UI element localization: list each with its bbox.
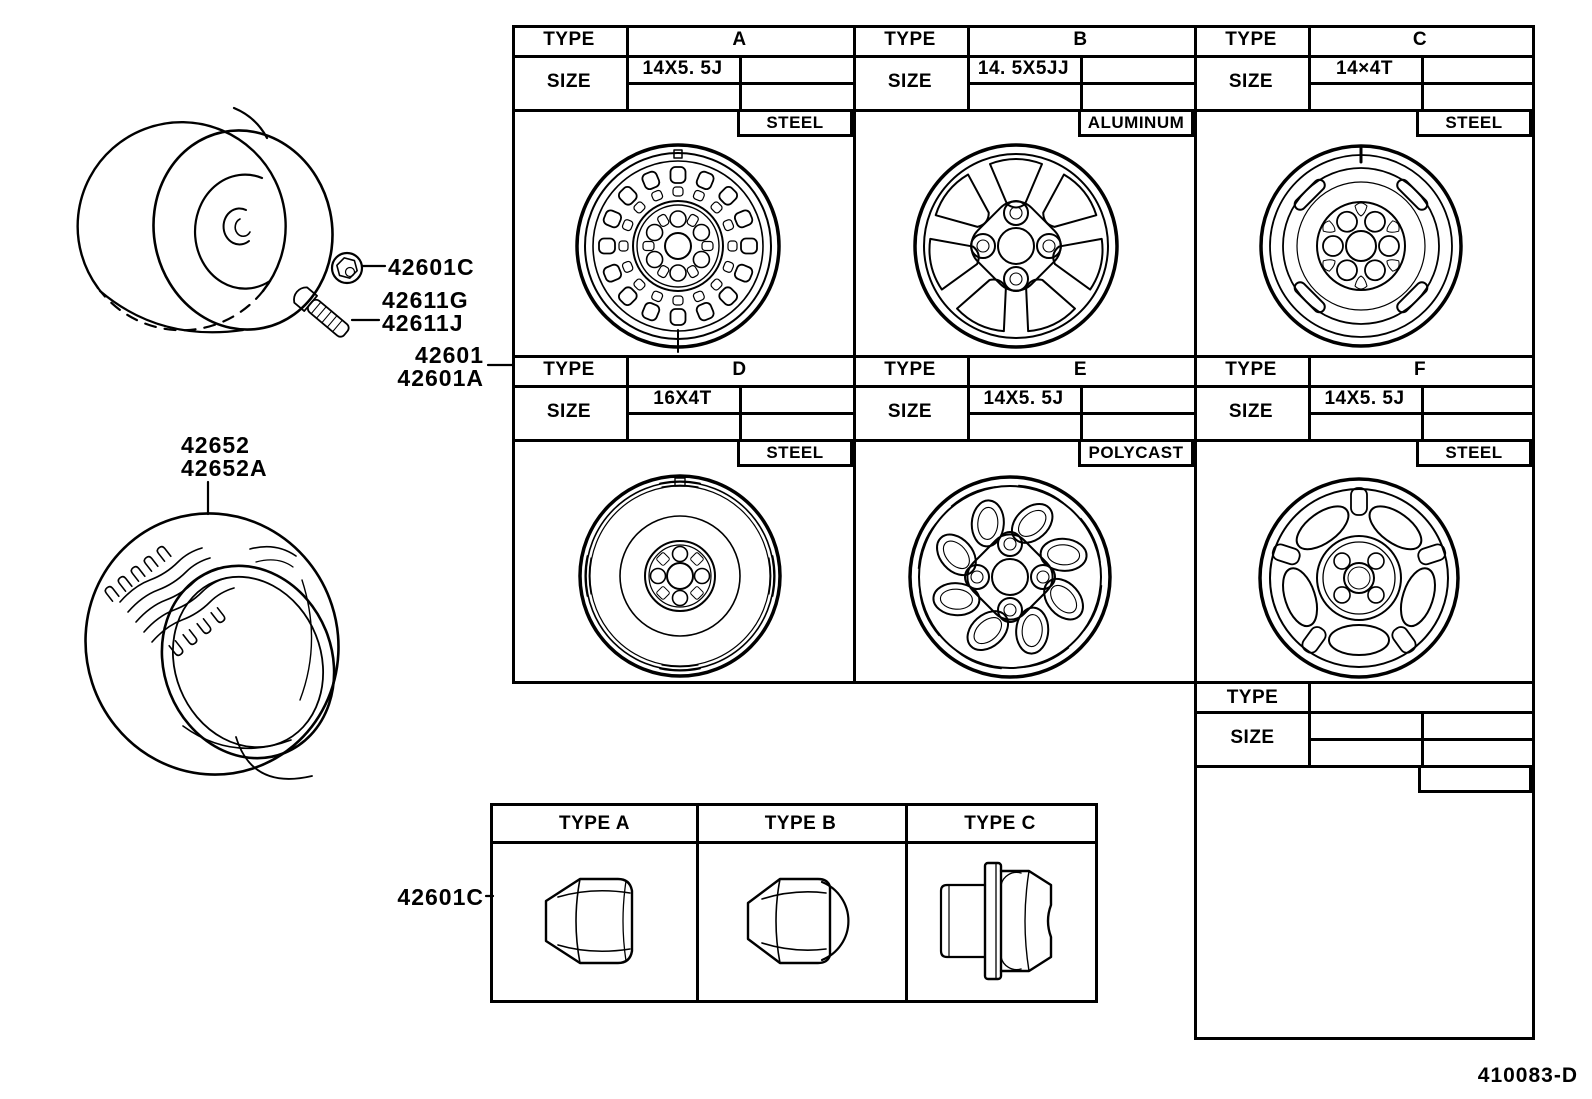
wheel-type-b-drawing xyxy=(915,145,1117,347)
nut-col-type-c: TYPE C xyxy=(964,812,1036,834)
hub-bolt-drawing xyxy=(290,284,352,340)
type-label: TYPE xyxy=(884,359,936,380)
wheel-panel-b xyxy=(853,25,1194,160)
size-value: 14×4T xyxy=(1336,57,1393,79)
size-label: SIZE xyxy=(1228,401,1274,422)
size-label: SIZE xyxy=(546,71,592,92)
size-label: SIZE xyxy=(1228,71,1274,92)
type-label: TYPE xyxy=(1226,686,1279,708)
size-label: SIZE xyxy=(887,71,933,92)
part-label-disc-wheel-2: 42601A xyxy=(397,365,484,391)
wheel-type-e-drawing xyxy=(910,477,1110,677)
size-label: SIZE xyxy=(546,401,592,422)
size-value: 14X5. 5J xyxy=(1324,387,1405,409)
wheel-type-a-drawing xyxy=(577,145,779,352)
wheel-type-c-drawing xyxy=(1261,146,1461,346)
size-label: SIZE xyxy=(1230,727,1275,748)
type-value: C xyxy=(1412,29,1428,50)
type-label: TYPE xyxy=(543,359,595,380)
material-label: STEEL xyxy=(737,439,853,467)
wheel-panel-a xyxy=(512,25,853,160)
type-value: E xyxy=(1073,359,1088,380)
type-value: A xyxy=(732,29,747,50)
wheel-type-f-drawing xyxy=(1260,479,1458,677)
part-label-hub-bolt-2: 42611J xyxy=(382,310,464,336)
tire-drawing xyxy=(52,480,373,807)
wheel-panel-f xyxy=(1194,355,1532,490)
nut-col-type-b: TYPE B xyxy=(764,812,837,834)
empty-spec-panel xyxy=(1194,681,1535,1040)
part-label-lug-nut: 42601C xyxy=(388,254,475,280)
type-value: B xyxy=(1073,29,1088,50)
material-label: POLYCAST xyxy=(1078,439,1194,467)
empty-material-box xyxy=(1418,765,1532,793)
part-label-tire-2: 42652A xyxy=(181,455,268,481)
wheel-panel-d xyxy=(512,355,853,490)
material-label: STEEL xyxy=(1416,109,1532,137)
lug-nut-type-table xyxy=(490,803,1098,1003)
size-value: 16X4T xyxy=(653,387,712,409)
material-label: STEEL xyxy=(737,109,853,137)
part-label-disc-wheel-1: 42601 xyxy=(415,342,484,368)
wheel-panel-e xyxy=(853,355,1194,490)
part-label-nut-table: 42601C xyxy=(397,884,484,910)
material-label: ALUMINUM xyxy=(1078,109,1194,137)
size-value: 14X5. 5J xyxy=(983,387,1064,409)
nut-col-type-a: TYPE A xyxy=(559,812,630,834)
size-label: SIZE xyxy=(887,401,933,422)
part-label-hub-bolt-1: 42611G xyxy=(382,287,469,313)
part-label-tire-1: 42652 xyxy=(181,432,250,458)
wheel-panel-c xyxy=(1194,25,1532,160)
type-label: TYPE xyxy=(1225,359,1277,380)
size-value: 14. 5X5JJ xyxy=(977,57,1070,79)
type-value: F xyxy=(1413,359,1427,380)
lug-nut-drawing xyxy=(332,253,362,283)
drawing-number: 410083-D xyxy=(1477,1064,1578,1087)
type-label: TYPE xyxy=(884,29,936,50)
disc-wheel-drawing xyxy=(78,108,351,346)
size-value: 14X5. 5J xyxy=(642,57,723,79)
type-value: D xyxy=(732,359,747,380)
material-label: STEEL xyxy=(1416,439,1532,467)
wheel-type-d-drawing xyxy=(580,476,780,676)
type-label: TYPE xyxy=(543,29,595,50)
type-label: TYPE xyxy=(1225,29,1277,50)
